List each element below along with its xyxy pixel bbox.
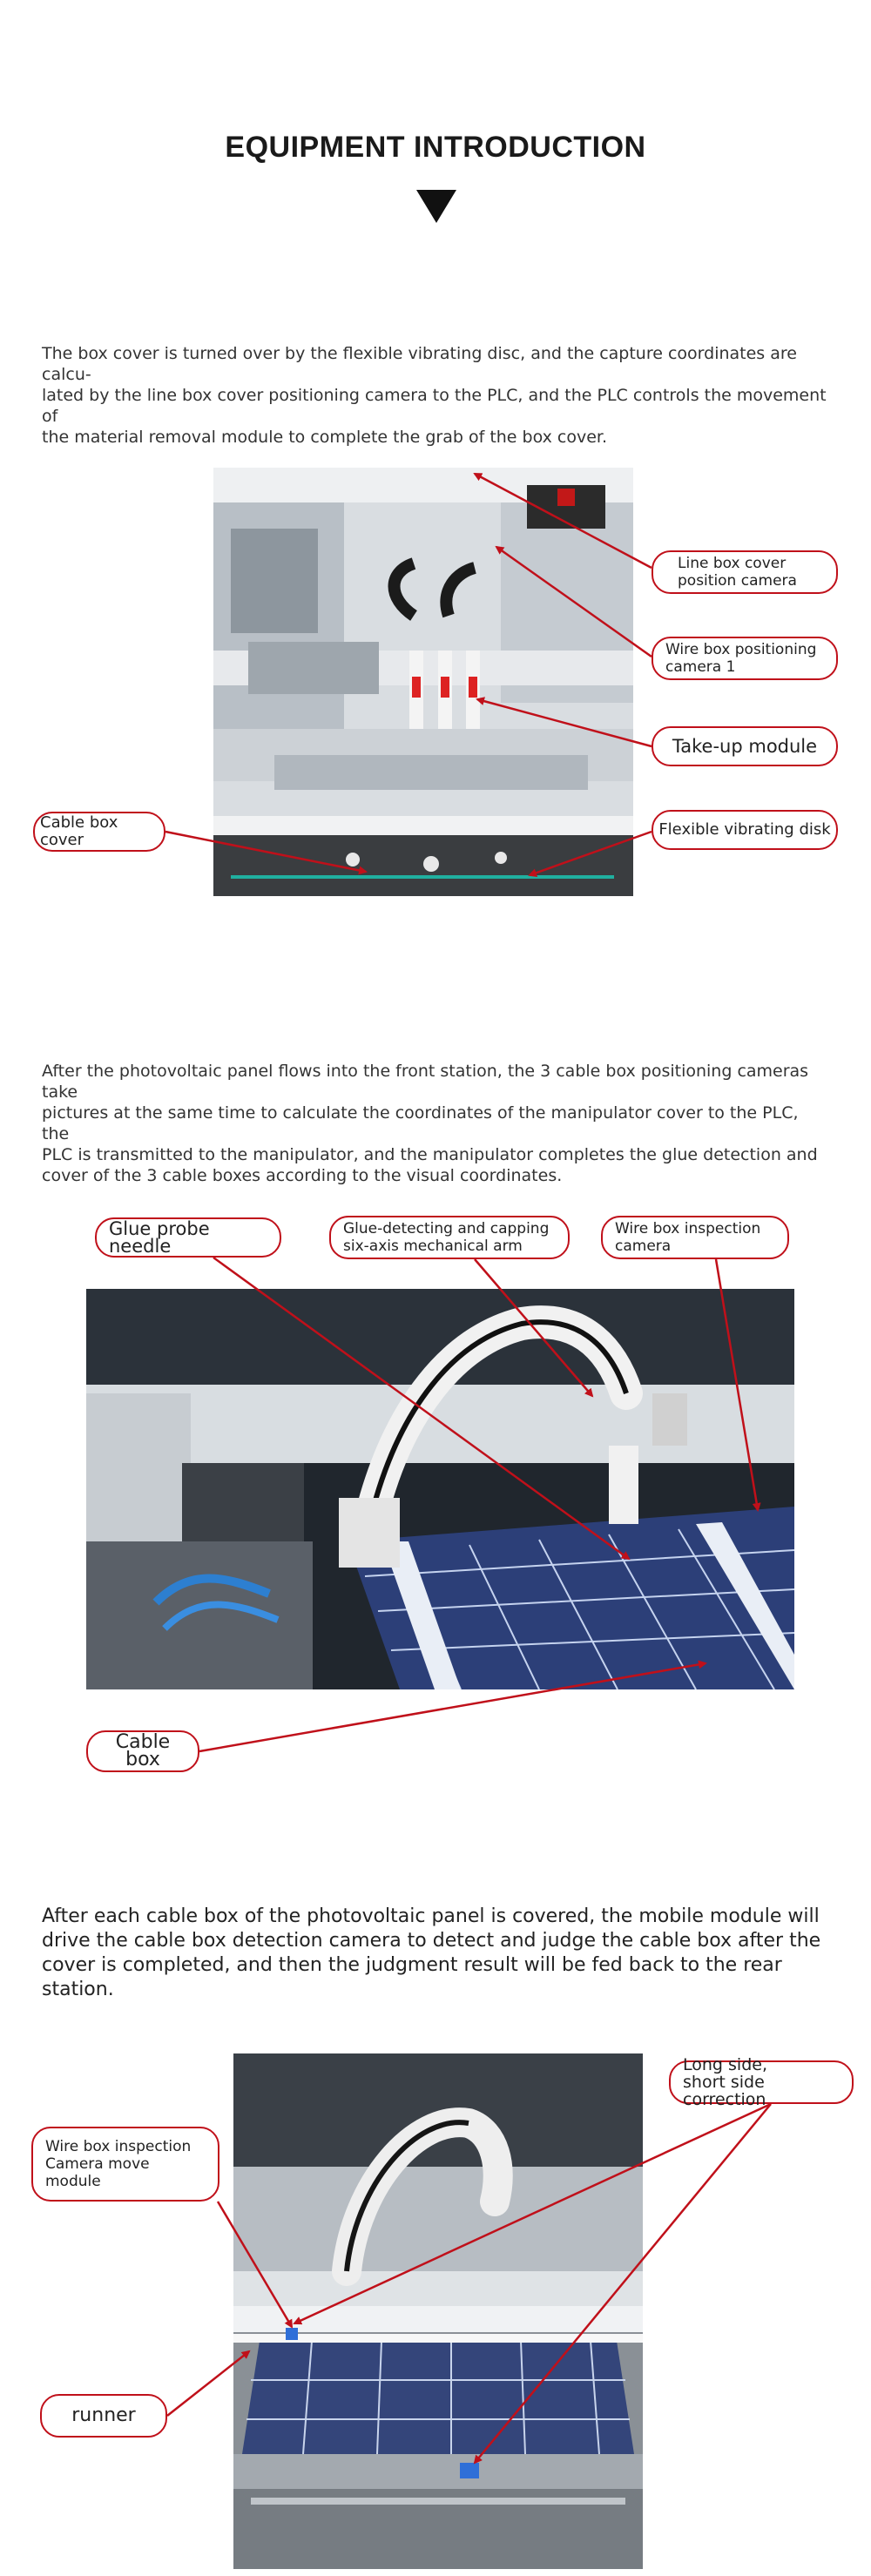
- section1-photo: [213, 468, 633, 896]
- section2-paragraph: After the photovoltaic panel flows into the front station, the 3 cable box positioning cameras take pictures at the same time to calculate the coordinates of the manipulator cover to the PLC, the PLC is transmitted to the manipulator, and the manipulator completes the glue detection and cover of the 3 cable boxes according to the visual coordinates.: [42, 1062, 818, 1185]
- callout-runner: runner: [40, 2394, 167, 2438]
- callout-cable-box-cover: Cable box cover: [33, 812, 165, 852]
- section3-photo: [233, 2053, 643, 2569]
- section3-paragraph: After each cable box of the photovoltaic panel is covered, the mobile module will drive the cable box detection camera to detect and judge the cable box after the cover is completed, and then the judgment result will be fed back to the rear station.: [42, 1905, 821, 2000]
- callout-line-box-cover-camera: Line box cover position camera: [652, 550, 838, 594]
- callout-long-short-side-correction: Long side, short side correction: [669, 2060, 854, 2104]
- page-title: EQUIPMENT INTRODUCTION: [225, 131, 646, 164]
- callout-wire-box-positioning-camera: Wire box positioning camera 1: [652, 637, 838, 680]
- callout-flexible-vibrating-disk: Flexible vibrating disk: [652, 810, 838, 850]
- callout-glue-detecting-arm: Glue-detecting and capping six-axis mechanical arm: [329, 1216, 570, 1259]
- callout-take-up-module: Take-up module: [652, 726, 838, 766]
- callout-camera-move-module: Wire box inspection Camera move module: [31, 2127, 219, 2202]
- section1-paragraph: The box cover is turned over by the flexible vibrating disc, and the capture coordinates are calcu- lated by the line box cover positioning camera to the PLC, and the PLC controls the movement of the material removal module to complete the grab of the box cover.: [42, 344, 827, 447]
- callout-wire-box-inspection-camera: Wire box inspection camera: [601, 1216, 789, 1259]
- section2-photo: [86, 1289, 794, 1689]
- callout-cable-box: Cable box: [86, 1730, 199, 1772]
- down-arrow-icon: [416, 190, 456, 223]
- callout-glue-probe-needle: Glue probe needle: [95, 1217, 281, 1258]
